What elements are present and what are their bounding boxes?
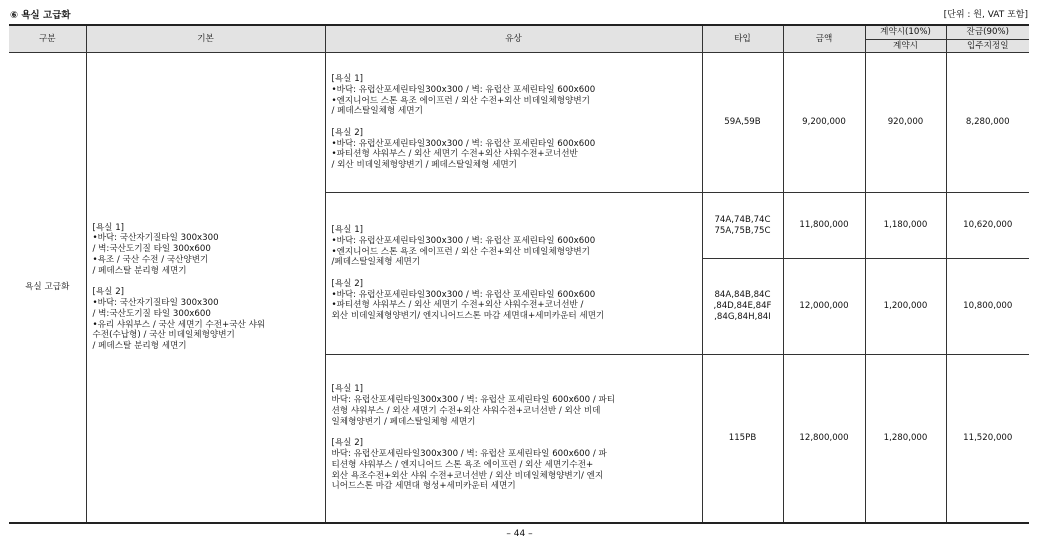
- balance-cell: 8,280,000: [946, 53, 1029, 193]
- unit-note: [단위 : 원, VAT 포함]: [943, 10, 1028, 20]
- basic-bath2-body: •바닥: 국산자기질타일 300x300 / 벽:국산도기질 타일 300x600 •유리 샤워부스 / 국산 세면기 수전+국산 샤워 수전(수납형) / 국산 비데일체형양변기 / 페데스탈 분리형 세면기: [92, 298, 266, 352]
- type-cell: 59A,59B: [702, 53, 783, 193]
- contract-cell: 1,180,000: [865, 193, 946, 259]
- paid-bath1-title: [욕실 1]: [331, 74, 364, 85]
- contract-cell: 920,000: [865, 53, 946, 193]
- paid-bath2-body: •바닥: 유럽산포세린타일300x300 / 벽: 유럽산 포세린타일 600x600 •파티션형 샤워부스 / 외산 세면기 수전+외산 샤워수전+코너선반 / 외산 비데일체형양변기 / 페데스탈일체형 세면기: [331, 138, 596, 171]
- amount-cell: 9,200,000: [783, 53, 865, 193]
- col-header-category: 구분: [9, 25, 86, 53]
- type-cell: 115PB: [702, 355, 783, 523]
- basic-bath1-body: •바닥: 국산자기질타일 300x300 / 벽:국산도기질 타일 300x600 •욕조 / 국산 수전 / 국산양변기 / 페데스탈 분리형 세면기: [92, 233, 219, 276]
- col-header-amount: 금액: [783, 25, 865, 53]
- amount-cell: 11,800,000: [783, 193, 865, 259]
- contract-cell: 1,280,000: [865, 355, 946, 523]
- paid-bath1-title: [욕실 1]: [331, 225, 364, 236]
- category-cell: 욕실 고급화: [9, 53, 86, 523]
- col-header-basic: 기본: [86, 25, 325, 53]
- amount-cell: 12,800,000: [783, 355, 865, 523]
- col-header-contract-sub: 계약시: [865, 40, 946, 53]
- amount-cell: 12,000,000: [783, 259, 865, 355]
- balance-cell: 10,620,000: [946, 193, 1029, 259]
- balance-cell: 11,520,000: [946, 355, 1029, 523]
- paid-bath1-body: 바닥: 유럽산포세린타일300x300 / 벽: 유럽산 포세린타일 600x600 / 파티 션형 샤워부스 / 외산 세면기 수전+외산 샤워수전+코너선반 / 외산 비데 일체형양변기 / 페데스탈일체형 세면기: [331, 395, 616, 427]
- paid-bath1-body: •바닥: 유럽산포세린타일300x300 / 벽: 유럽산 포세린타일 600x600 •엔지니어드 스톤 욕조 에이프런 / 외산 수전+외산 비데일체형양변기 / 페데스탈일체형 세면기: [331, 84, 596, 117]
- type-cell: 84A,84B,84C ,84D,84E,84F ,84G,84H,84I: [702, 259, 783, 355]
- paid-bath2-title: [욕실 2]: [331, 438, 364, 449]
- paid-bath2-title: [욕실 2]: [331, 128, 364, 138]
- page-number: – 44 –: [506, 529, 533, 539]
- col-header-paid: 유상: [325, 25, 702, 53]
- section-title: ⑥ 욕실 고급화: [10, 10, 71, 21]
- col-header-balance-group: 잔금(90%): [946, 25, 1029, 40]
- type-cell: 74A,74B,74C 75A,75B,75C: [702, 193, 783, 259]
- bath-upgrade-table: [9, 24, 1029, 524]
- paid-bath2-body: •바닥: 유럽산포세린타일300x300 / 벽: 유럽산 포세린타일 600x600 •파티션형 샤워부스 / 외산 세면기 수전+외산 샤워수전+코너선반 / 외산 비데일체형양변기/ 엔지니어드스톤 마감 세면대+세미카운터 세면기: [331, 289, 605, 322]
- paid-bath2-body: 바닥: 유럽산포세린타일300x300 / 벽: 유럽산 포세린타일 600x600 / 파 티션형 샤워부스 / 엔지니어드 스톤 욕조 에이프런 / 외산 세면기수전+ 외산 욕조수전+외산 샤워 수전+코너선반 / 외산 비데일체형양변기/ 엔지 니어드스톤 마감 세면대 형성+세미카운터 세면기: [331, 449, 607, 492]
- col-header-balance-sub: 입주지정일: [946, 40, 1029, 53]
- col-header-type: 타입: [702, 25, 783, 53]
- basic-bath1-title: [욕실 1]: [92, 222, 125, 233]
- balance-cell: 10,800,000: [946, 259, 1029, 355]
- col-header-contract-group: 계약시(10%): [865, 25, 946, 40]
- paid-spec-cell: [325, 53, 702, 193]
- basic-bath2-title: [욕실 2]: [92, 287, 125, 298]
- table-row: [9, 53, 1029, 193]
- paid-spec-cell: [325, 355, 702, 523]
- paid-bath1-body: •바닥: 유럽산포세린타일300x300 / 벽: 유럽산 포세린타일 600x600 •엔지니어드 스톤 욕조 에이프런 / 외산 수전+외산 비데일체형양변기 /페데스탈일체형 세면기: [331, 235, 596, 268]
- paid-bath2-title: [욕실 2]: [331, 279, 364, 289]
- paid-bath1-title: [욕실 1]: [331, 384, 364, 395]
- contract-cell: 1,200,000: [865, 259, 946, 355]
- basic-spec-cell: [86, 53, 325, 523]
- paid-spec-cell: [325, 193, 702, 355]
